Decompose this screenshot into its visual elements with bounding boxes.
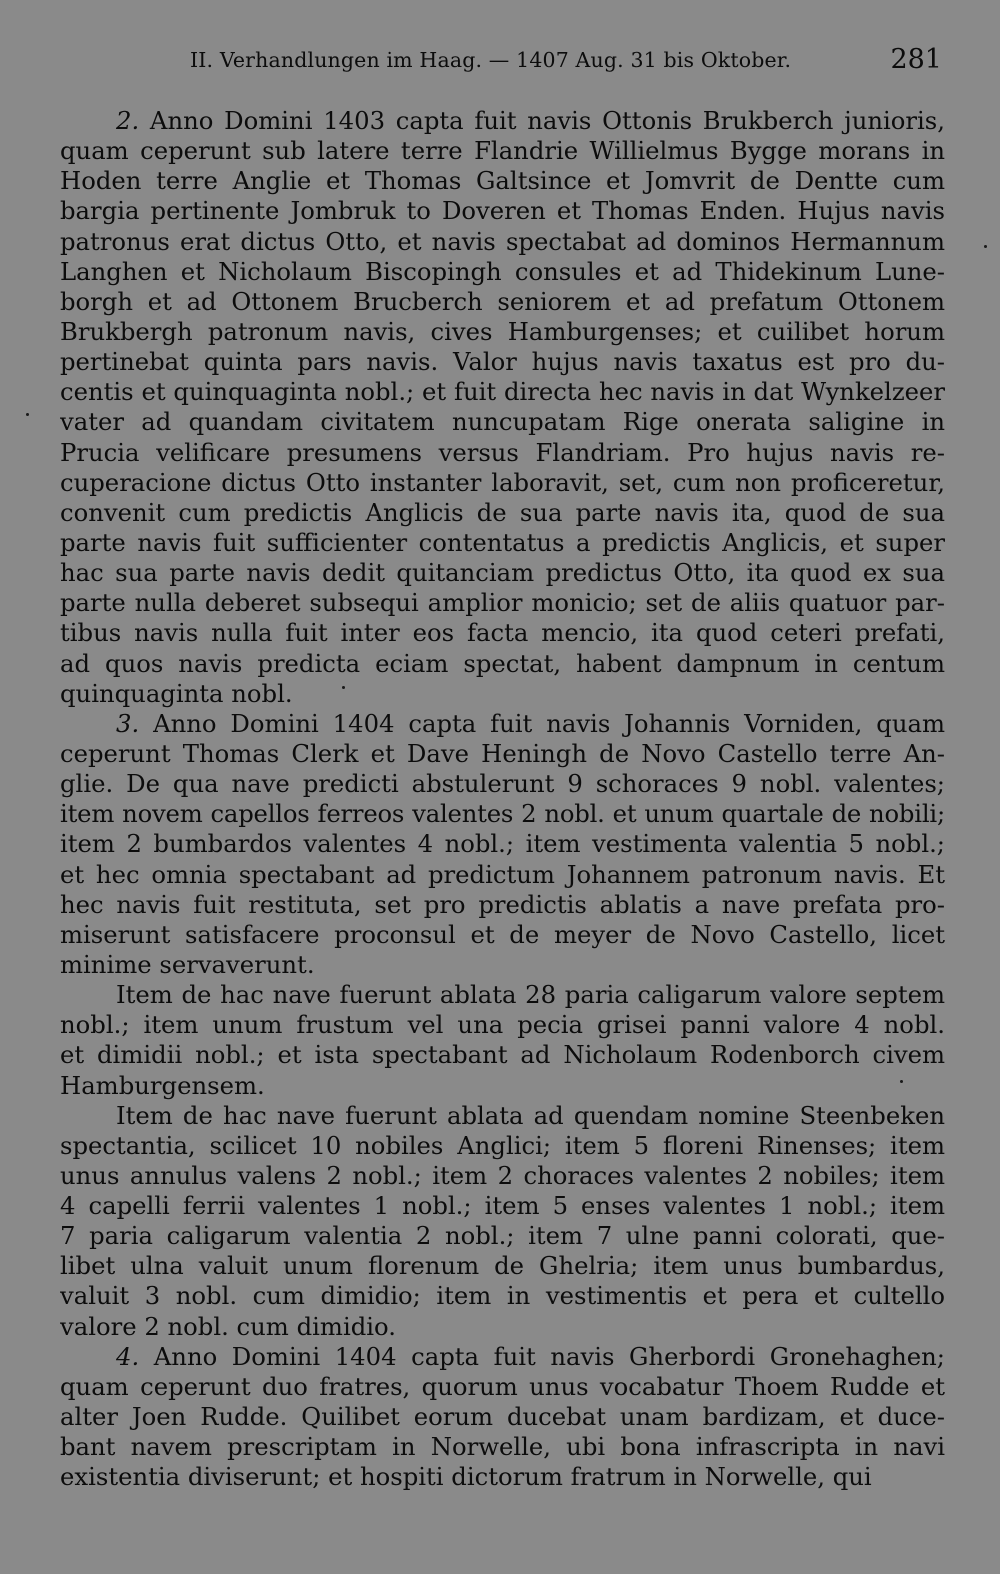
running-header bbox=[190, 44, 950, 80]
line-text: ceperunt Thomas Clerk et Dave Heningh de Novo Castello terre An- bbox=[60, 738, 945, 768]
line-text: Item de hac nave fuerunt ablata 28 paria caligarum valore septem bbox=[116, 980, 945, 1010]
text-line bbox=[60, 1372, 945, 1402]
text-line bbox=[60, 980, 945, 1010]
page-number: 281 bbox=[890, 44, 942, 75]
text-line bbox=[60, 257, 945, 287]
line-text: Hamburgensem. bbox=[60, 1070, 265, 1100]
text-line bbox=[60, 106, 945, 136]
text-line bbox=[60, 1131, 945, 1161]
text-line bbox=[60, 1191, 945, 1221]
line-text: bant navem prescriptam in Norwelle, ubi bona infrascripta in navi bbox=[60, 1432, 945, 1462]
text-line bbox=[60, 679, 945, 709]
text-line bbox=[60, 1462, 945, 1492]
text-line bbox=[60, 1251, 945, 1281]
text-line bbox=[60, 1281, 945, 1311]
text-line bbox=[60, 1342, 945, 1372]
text-line bbox=[60, 769, 945, 799]
line-text: item 2 bumbardos valentes 4 nobl.; item vestimenta valentia 5 nobl.; bbox=[60, 829, 945, 859]
line-text: Anno Domini 1403 capta fuit navis Ottonis Brukberch junioris, bbox=[149, 106, 945, 135]
line-text: borgh et ad Ottonem Brucberch seniorem et ad prefatum Ottonem bbox=[60, 286, 945, 316]
line-text: Langhen et Nicholaum Biscopingh consules et ad Thidekinum Lune- bbox=[60, 256, 945, 286]
text-line bbox=[60, 1101, 945, 1131]
line-text: Hoden terre Anglie et Thomas Galtsince et Jomvrit de Dentte cum bbox=[60, 166, 945, 196]
text-line bbox=[60, 136, 945, 166]
paragraph-number: 4. bbox=[116, 1341, 140, 1371]
line-text: spectantia, scilicet 10 nobiles Anglici; item 5 floreni Rinenses; item bbox=[60, 1130, 945, 1160]
line-text: 7 paria caligarum valentia 2 nobl.; item 7 ulne panni colorati, que- bbox=[60, 1221, 945, 1251]
line-text: 4 capelli ferrii valentes 1 nobl.; item 5 enses valentes 1 nobl.; item bbox=[60, 1191, 945, 1221]
line-text: quam ceperunt duo fratres, quorum unus vocabatur Thoem Rudde et bbox=[60, 1371, 945, 1401]
text-line bbox=[60, 377, 945, 407]
line-text: convenit cum predictis Anglicis de sua parte navis ita, quod de sua bbox=[60, 497, 945, 527]
line-text: Brukbergh patronum navis, cives Hamburgenses; et cuilibet horum bbox=[60, 316, 945, 346]
text-line bbox=[60, 468, 945, 498]
paragraph bbox=[60, 709, 945, 980]
line-text: Anno Domini 1404 capta fuit navis Johannis Vorniden, quam bbox=[153, 708, 945, 738]
text-line bbox=[60, 860, 945, 890]
scan-speck bbox=[342, 686, 345, 689]
body-text bbox=[60, 106, 945, 1492]
text-line bbox=[60, 1161, 945, 1191]
line-text: cuperacione dictus Otto instanter laboravit, set, cum non proficeretur, bbox=[60, 467, 945, 497]
text-line bbox=[60, 407, 945, 437]
text-line bbox=[60, 588, 945, 618]
line-text: minime servaverunt. bbox=[60, 949, 315, 979]
text-line bbox=[60, 347, 945, 377]
line-text: Prucia velificare presumens versus Flandriam. Pro hujus navis re- bbox=[60, 437, 945, 467]
scan-speck bbox=[984, 245, 987, 248]
text-line bbox=[60, 438, 945, 468]
text-line bbox=[60, 1040, 945, 1070]
paragraph-number: 2. bbox=[116, 106, 140, 135]
line-text: vater ad quandam civitatem nuncupatam Rige onerata saligine in bbox=[60, 407, 945, 437]
text-line bbox=[60, 227, 945, 257]
line-text: et hec omnia spectabant ad predictum Johannem patronum navis. Et bbox=[60, 859, 945, 889]
text-line bbox=[60, 166, 945, 196]
scan-speck bbox=[900, 1080, 903, 1083]
text-line bbox=[60, 1312, 945, 1342]
text-line bbox=[60, 950, 945, 980]
line-text: hac sua parte navis dedit quitanciam predictus Otto, ita quod ex sua bbox=[60, 558, 945, 588]
text-line bbox=[60, 649, 945, 679]
scan-speck bbox=[26, 413, 29, 416]
text-line bbox=[60, 1432, 945, 1462]
paragraph-number: 3. bbox=[116, 708, 140, 738]
line-text: alter Joen Rudde. Quilibet eorum ducebat unam bardizam, et duce- bbox=[60, 1402, 945, 1432]
line-text: libet ulna valuit unum florenum de Ghelria; item unus bumbardus, bbox=[60, 1251, 945, 1281]
text-line bbox=[60, 1071, 945, 1101]
line-text: item novem capellos ferreos valentes 2 nobl. et unum quartale de nobili; bbox=[60, 799, 945, 829]
text-line bbox=[60, 1402, 945, 1432]
text-line bbox=[60, 498, 945, 528]
line-text: valuit 3 nobl. cum dimidio; item in vestimentis et pera et cultello bbox=[60, 1281, 945, 1311]
line-text: parte nulla deberet subsequi amplior monicio; set de aliis quatuor par- bbox=[60, 588, 945, 618]
line-text: hec navis fuit restituta, set pro predictis ablatis a nave prefata pro- bbox=[60, 889, 945, 919]
line-text: pertinebat quinta pars navis. Valor hujus navis taxatus est pro du- bbox=[60, 347, 945, 377]
text-line bbox=[60, 196, 945, 226]
line-text: miserunt satisfacere proconsul et de meyer de Novo Castello, licet bbox=[60, 919, 945, 949]
text-line bbox=[60, 618, 945, 648]
line-text: tibus navis nulla fuit inter eos facta mencio, ita quod ceteri prefati, bbox=[60, 618, 945, 648]
text-line bbox=[60, 799, 945, 829]
paragraph bbox=[60, 106, 945, 709]
line-text: parte navis fuit sufficienter contentatus a predictis Anglicis, et super bbox=[60, 527, 945, 557]
line-text: valore 2 nobl. cum dimidio. bbox=[60, 1311, 396, 1341]
text-line bbox=[60, 709, 945, 739]
text-line bbox=[60, 890, 945, 920]
paragraph bbox=[60, 980, 945, 1101]
line-text: ad quos navis predicta eciam spectat, habent dampnum in centum bbox=[60, 648, 945, 678]
text-line bbox=[60, 1221, 945, 1251]
text-line bbox=[60, 317, 945, 347]
line-text: Item de hac nave fuerunt ablata ad quendam nomine Steenbeken bbox=[116, 1100, 945, 1130]
paragraph bbox=[60, 1101, 945, 1342]
text-line bbox=[60, 287, 945, 317]
line-text: quam ceperunt sub latere terre Flandrie Willielmus Bygge morans in bbox=[60, 136, 945, 166]
line-text: existentia diviserunt; et hospiti dictorum fratrum in Norwelle, qui bbox=[60, 1462, 872, 1492]
text-line bbox=[60, 528, 945, 558]
line-text: quinquaginta nobl. bbox=[60, 678, 293, 708]
paragraph bbox=[60, 1342, 945, 1493]
text-line bbox=[60, 920, 945, 950]
text-line bbox=[60, 558, 945, 588]
line-text: patronus erat dictus Otto, et navis spectabat ad dominos Hermannum bbox=[60, 226, 945, 256]
line-text: bargia pertinente Jombruk to Doveren et Thomas Enden. Hujus navis bbox=[60, 196, 945, 226]
text-line bbox=[60, 739, 945, 769]
line-text: Anno Domini 1404 capta fuit navis Gherbordi Gronehaghen; bbox=[153, 1341, 945, 1371]
running-title: II. Verhandlungen im Haag. — 1407 Aug. 31 bis Oktober. bbox=[190, 48, 792, 72]
line-text: glie. De qua nave predicti abstulerunt 9 schoraces 9 nobl. valentes; bbox=[60, 769, 945, 799]
line-text: nobl.; item unum frustum vel una pecia grisei panni valore 4 nobl. bbox=[60, 1010, 945, 1040]
line-text: unus annulus valens 2 nobl.; item 2 choraces valentes 2 nobiles; item bbox=[60, 1160, 945, 1190]
line-text: centis et quinquaginta nobl.; et fuit directa hec navis in dat Wynkelzeer bbox=[60, 377, 945, 407]
text-line bbox=[60, 829, 945, 859]
line-text: et dimidii nobl.; et ista spectabant ad Nicholaum Rodenborch civem bbox=[60, 1040, 945, 1070]
text-line bbox=[60, 1010, 945, 1040]
